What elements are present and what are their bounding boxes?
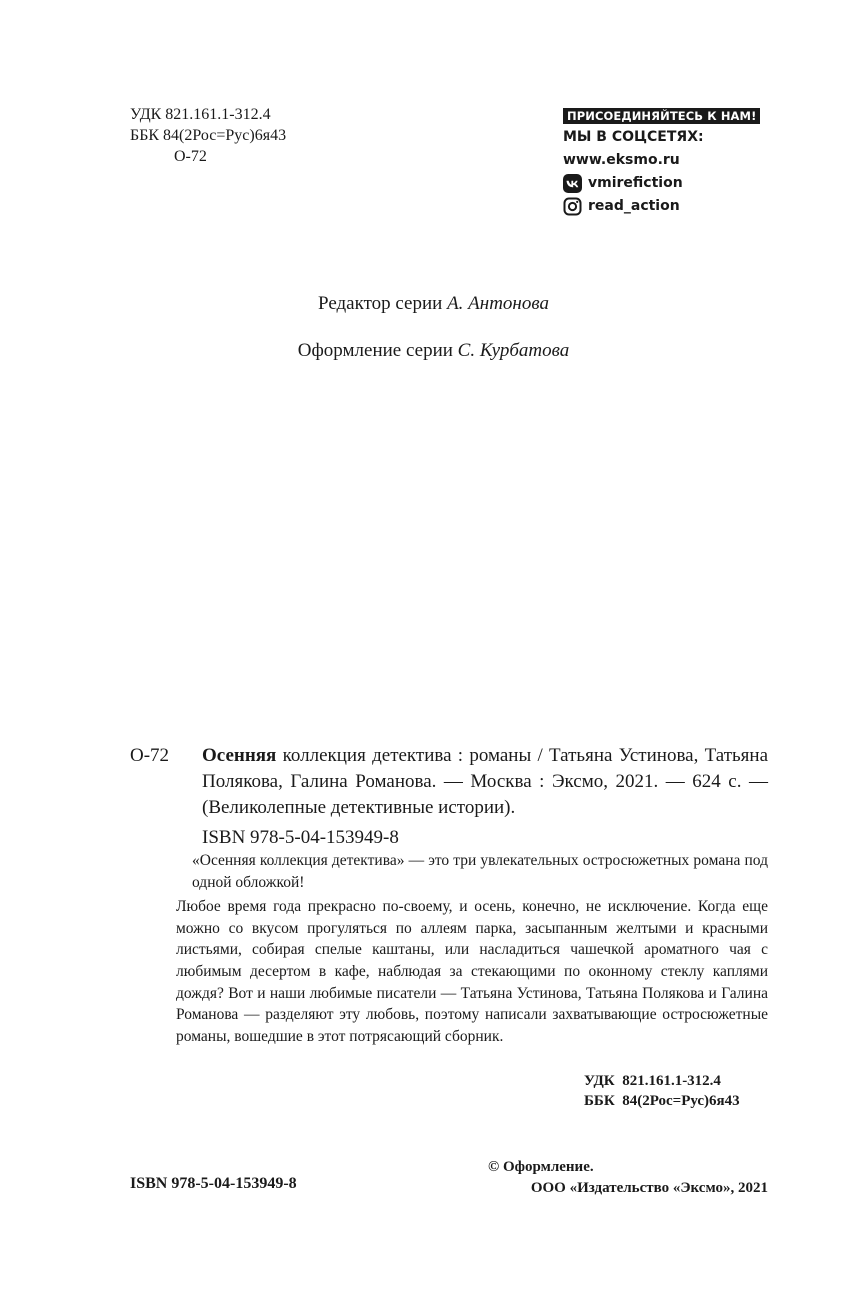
entry-title-bold: Осенняя bbox=[202, 745, 277, 766]
bbk-code-bottom: ББК 84(2Рос=Рус)6я43 bbox=[584, 1093, 740, 1109]
entry-text bbox=[202, 743, 768, 821]
vk-icon bbox=[563, 174, 582, 193]
udk-code-bottom: УДК 821.161.1-312.4 bbox=[584, 1073, 721, 1089]
bbk-code: ББК 84(2Рос=Рус)6я43 bbox=[130, 127, 287, 144]
copyright-line-2: ООО «Издательство «Эксмо», 2021 bbox=[530, 1180, 768, 1196]
editor-label: Редактор серии bbox=[318, 293, 443, 314]
vk-row[interactable] bbox=[563, 172, 768, 195]
series-editor-credit bbox=[0, 293, 845, 315]
instagram-handle: read_action bbox=[588, 198, 680, 214]
entry-description: коллекция детектива : романы / Татьяна Устинова, Татьяна Полякова, Галина Романова. — Москва : Эксмо, 2021. — 624 с. — (Великолепные детективные истории). bbox=[202, 745, 768, 818]
classification-block-top bbox=[130, 104, 286, 167]
classification-block-bottom bbox=[584, 1071, 740, 1111]
website-link[interactable]: www.eksmo.ru bbox=[563, 152, 680, 168]
catalog-entry bbox=[130, 743, 768, 821]
author-sign: О-72 bbox=[174, 148, 207, 165]
udk-code: УДК 821.161.1-312.4 bbox=[130, 106, 271, 123]
join-us-banner: ПРИСОЕДИНЯЙТЕСЬ К НАМ! bbox=[563, 108, 760, 124]
vk-handle: vmirefiction bbox=[588, 175, 683, 191]
annotation bbox=[176, 850, 768, 1047]
editor-name: А. Антонова bbox=[447, 293, 549, 314]
design-label: Оформление серии bbox=[297, 340, 453, 361]
card-code: О-72 bbox=[130, 745, 170, 766]
social-block bbox=[563, 108, 768, 218]
annotation-paragraph-2: Любое время года прекрасно по-своему, и осень, конечно, не исключение. Когда еще можно со вкусом прогуляться по аллеям парка, засыпанным желтыми и красными листьями, собирая спелые каштаны, или насладиться чашечкой ароматного чая с любимым десертом в кафе, наблюдая за стекающими по оконному стеклу каплями дождя? Вот и наши любимые писатели — Татьяна Устинова, Татьяна Полякова и Галина Романова — разделяют эту любовь, поэтому написали захватывающие остросюжетные романы, вошедшие в этот потрясающий сборник. bbox=[176, 898, 768, 1045]
social-subtitle: МЫ В СОЦСЕТЯХ: bbox=[563, 129, 704, 145]
series-design-credit bbox=[0, 340, 845, 362]
annotation-paragraph-1: «Осенняя коллекция детектива» — это три увлекательных остросюжетных романа под одной обложкой! bbox=[192, 852, 768, 891]
catalog-card bbox=[130, 743, 768, 851]
isbn-footer: ISBN 978-5-04-153949-8 bbox=[130, 1175, 297, 1192]
instagram-row[interactable] bbox=[563, 195, 768, 218]
instagram-icon bbox=[563, 197, 582, 216]
card-isbn: ISBN 978-5-04-153949-8 bbox=[202, 827, 399, 848]
copyright-line-1: © Оформление. bbox=[488, 1159, 594, 1175]
design-name: С. Курбатова bbox=[457, 340, 570, 361]
copyright-block bbox=[488, 1157, 768, 1199]
